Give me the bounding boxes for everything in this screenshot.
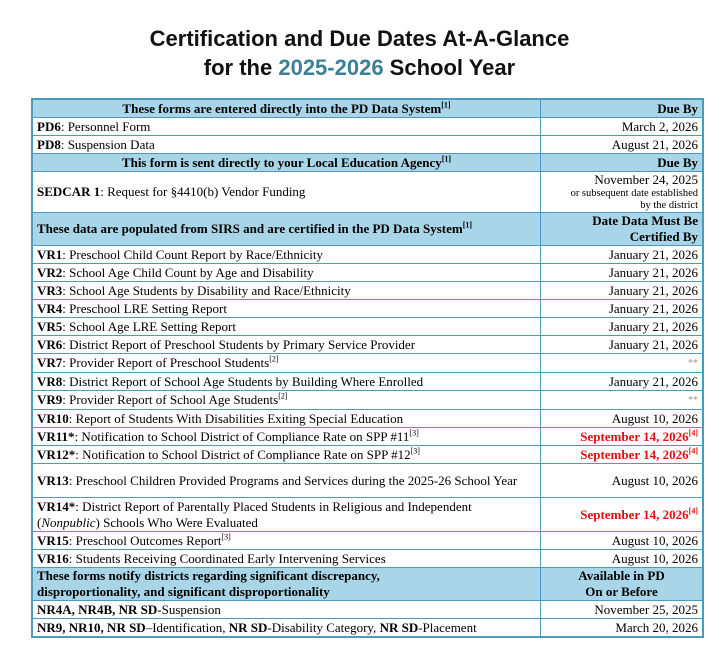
due-date-cell	[541, 264, 704, 282]
form-code: VR14*	[37, 498, 76, 514]
form-description-cell	[32, 391, 541, 410]
form-description-cell	[32, 532, 541, 550]
section-header-right	[541, 568, 704, 601]
table-row	[32, 336, 703, 354]
footnote-ref: [1]	[441, 100, 451, 110]
form-description-cell	[32, 282, 541, 300]
due-date-cell	[541, 498, 704, 532]
table-row	[32, 300, 703, 318]
form-code: VR13	[37, 472, 69, 488]
table-row	[32, 550, 703, 568]
footnote-ref: [1]	[462, 220, 473, 230]
table-row	[32, 282, 703, 300]
footnote-ref: [4]	[688, 428, 698, 438]
due-date: January 21, 2026	[608, 300, 698, 316]
form-description: : Request for §4410(b) Vendor Funding	[100, 184, 306, 199]
section-header	[32, 99, 541, 118]
table-row	[32, 318, 703, 336]
form-code: VR10	[37, 410, 69, 426]
form-description: : Notification to School District of Compliance Rate on SPP #11	[74, 428, 410, 444]
table-row	[32, 464, 703, 498]
form-code: NR SD	[228, 619, 268, 635]
due-date: January 21, 2026	[608, 373, 698, 389]
form-description-cell	[32, 498, 541, 532]
due-date-cell	[541, 428, 704, 446]
due-date-note: or subsequent date established	[570, 188, 698, 199]
due-date-cell	[541, 118, 704, 136]
table-row	[32, 446, 703, 464]
due-date-cell	[541, 136, 704, 154]
form-description-cell	[32, 550, 541, 568]
form-description: : Personnel Form	[60, 118, 151, 134]
footnote-ref: [4]	[688, 506, 698, 516]
section-title: disproportionality, and significant disproportionality	[37, 584, 330, 599]
section-header-right	[541, 99, 704, 118]
section-header-right	[541, 213, 704, 246]
title-line-2: for the 2025-2026 School Year	[203, 55, 516, 80]
form-description-cell	[32, 300, 541, 318]
section-title: This form is sent directly to your Local Education Agency	[121, 154, 442, 170]
form-code: SEDCAR 1	[37, 184, 101, 199]
form-description: : Provider Report of School Age Students	[62, 392, 279, 407]
due-date: August 10, 2026	[611, 472, 698, 488]
table-row	[32, 118, 703, 136]
form-code: VR7	[37, 355, 63, 370]
due-date-cell	[541, 172, 704, 213]
due-date: **	[688, 358, 698, 369]
form-description: : Preschool Children Provided Programs and Services during the 2025-26 School Year	[68, 472, 518, 488]
footnote-ref: [2]	[269, 354, 279, 364]
due-date: January 21, 2026	[608, 336, 698, 352]
table-row	[32, 373, 703, 391]
form-description: : Provider Report of Preschool Students	[62, 355, 270, 370]
form-description-cell	[32, 172, 541, 213]
form-description-italic: Nonpublic	[41, 514, 96, 530]
table-row	[32, 136, 703, 154]
form-code: NR4A, NR4B, NR SD	[37, 601, 158, 617]
table-row	[32, 498, 703, 532]
due-date-cell	[541, 336, 704, 354]
form-code: VR1	[37, 246, 63, 262]
section-header	[32, 213, 541, 246]
form-description-cell	[32, 118, 541, 136]
form-description: -Disability Category,	[267, 619, 380, 635]
due-date: January 21, 2026	[608, 264, 698, 280]
table-row	[32, 354, 703, 373]
form-description-cell	[32, 428, 541, 446]
table-row	[32, 428, 703, 446]
form-description: –Identification,	[145, 619, 229, 635]
column-label: Due By	[657, 100, 698, 116]
lea-header-row	[32, 154, 703, 172]
sirs-header-row	[32, 213, 703, 246]
table-row	[32, 410, 703, 428]
form-code: PD6	[37, 118, 61, 134]
table-row	[32, 264, 703, 282]
page-title	[0, 0, 719, 82]
due-date: March 20, 2026	[615, 619, 698, 635]
form-description: : District Report of Preschool Students by Primary Service Provider	[62, 336, 416, 352]
footnote-ref: [3]	[409, 428, 419, 438]
section-header	[32, 568, 541, 601]
form-code: NR9, NR10, NR SD	[37, 619, 146, 635]
section-header	[32, 154, 541, 172]
school-year: 2025-2026	[278, 55, 384, 80]
due-date-cell	[541, 446, 704, 464]
section-header-right	[541, 154, 704, 172]
nr-header-row	[32, 568, 703, 601]
form-description: : School Age Child Count by Age and Disability	[62, 264, 314, 280]
due-date-cell	[541, 300, 704, 318]
form-code: VR8	[37, 373, 63, 389]
due-date: January 21, 2026	[608, 318, 698, 334]
due-date: March 2, 2026	[621, 118, 698, 134]
column-label: Due By	[657, 154, 698, 170]
due-date-cell	[541, 391, 704, 410]
column-label: Date Data Must Be	[592, 213, 698, 228]
footnote-ref: [1]	[441, 154, 452, 164]
due-date-cell	[541, 410, 704, 428]
form-description: : Report of Students With Disabilities Exiting Special Education	[68, 410, 404, 426]
due-date-cell	[541, 246, 704, 264]
table-row	[32, 601, 703, 619]
form-code: VR16	[37, 550, 69, 566]
due-date: January 21, 2026	[608, 282, 698, 298]
table-row	[32, 619, 703, 638]
table-row	[32, 246, 703, 264]
pd-header-row	[32, 99, 703, 118]
due-date-cell	[541, 373, 704, 391]
form-description: -Suspension	[157, 601, 221, 617]
due-dates-table	[31, 98, 704, 638]
section-title: These forms notify districts regarding significant discrepancy,	[37, 568, 380, 583]
column-label: Certified By	[629, 229, 698, 244]
form-description-cell	[32, 136, 541, 154]
form-description-cell	[32, 354, 541, 373]
form-description: ) Schools Who Were Evaluated	[95, 514, 258, 530]
form-description: : Preschool LRE Setting Report	[62, 300, 227, 316]
table-row	[32, 532, 703, 550]
form-code: NR SD	[379, 619, 419, 635]
form-description-cell	[32, 246, 541, 264]
form-description: : Preschool Outcomes Report	[68, 532, 222, 548]
due-date: August 10, 2026	[611, 410, 698, 426]
form-description-cell	[32, 410, 541, 428]
form-description: -Placement	[418, 619, 477, 635]
form-code: VR9	[37, 392, 63, 407]
due-date-cell	[541, 318, 704, 336]
due-date: August 10, 2026	[611, 550, 698, 566]
footnote-ref: [4]	[688, 446, 698, 456]
form-description-cell	[32, 619, 541, 638]
form-code: VR6	[37, 336, 63, 352]
table-row	[32, 172, 703, 213]
form-description: : Suspension Data	[60, 136, 155, 152]
form-description: : School Age LRE Setting Report	[62, 318, 236, 334]
due-date-cell	[541, 550, 704, 568]
table-row	[32, 391, 703, 410]
form-description: : School Age Students by Disability and Race/Ethnicity	[62, 282, 351, 298]
form-code: VR12*	[37, 446, 76, 462]
due-date: September 14, 2026	[580, 506, 689, 522]
form-code: VR2	[37, 264, 63, 280]
title-line-1: Certification and Due Dates At-A-Glance	[149, 26, 570, 51]
due-date: November 25, 2025	[594, 601, 698, 617]
due-date-cell	[541, 464, 704, 498]
column-label: Available in PD	[578, 568, 665, 583]
form-code: VR3	[37, 282, 63, 298]
form-description: : District Report of School Age Students by Building Where Enrolled	[62, 373, 424, 389]
section-title: These data are populated from SIRS and are certified in the PD Data System	[37, 221, 463, 236]
form-description-cell	[32, 464, 541, 498]
due-date: September 14, 2026	[580, 428, 689, 444]
form-description-cell	[32, 318, 541, 336]
due-date-cell	[541, 601, 704, 619]
form-description: : Students Receiving Coordinated Early Intervening Services	[68, 550, 386, 566]
column-label: On or Before	[585, 584, 658, 599]
due-date-cell	[541, 619, 704, 638]
due-date: January 21, 2026	[608, 246, 698, 262]
form-code: VR4	[37, 300, 63, 316]
form-code: PD8	[37, 136, 61, 152]
form-description-cell	[32, 264, 541, 282]
footnote-ref: [2]	[278, 391, 288, 401]
form-description-cell	[32, 446, 541, 464]
form-description-cell	[32, 601, 541, 619]
due-date: **	[688, 395, 698, 406]
form-code: VR11*	[37, 428, 75, 444]
section-title: These forms are entered directly into the PD Data System	[122, 100, 442, 116]
form-code: VR5	[37, 318, 63, 334]
form-description-cell	[32, 336, 541, 354]
footnote-ref: [3]	[221, 532, 231, 542]
due-date: August 21, 2026	[611, 136, 698, 152]
footnote-ref: [3]	[410, 446, 420, 456]
due-date-cell	[541, 354, 704, 373]
form-description: : Preschool Child Count Report by Race/Ethnicity	[62, 246, 323, 262]
due-date-note: by the district	[640, 200, 698, 211]
form-description: : Notification to School District of Compliance Rate on SPP #12	[75, 446, 411, 462]
form-description: : District Report of Parentally Placed Students in Religious and Independent (	[37, 498, 472, 530]
form-description-cell	[32, 373, 541, 391]
due-date-cell	[541, 532, 704, 550]
form-code: VR15	[37, 532, 69, 548]
due-date-cell	[541, 282, 704, 300]
due-date: August 10, 2026	[611, 532, 698, 548]
due-date: November 24, 2025	[594, 172, 698, 187]
due-date: September 14, 2026	[580, 446, 689, 462]
